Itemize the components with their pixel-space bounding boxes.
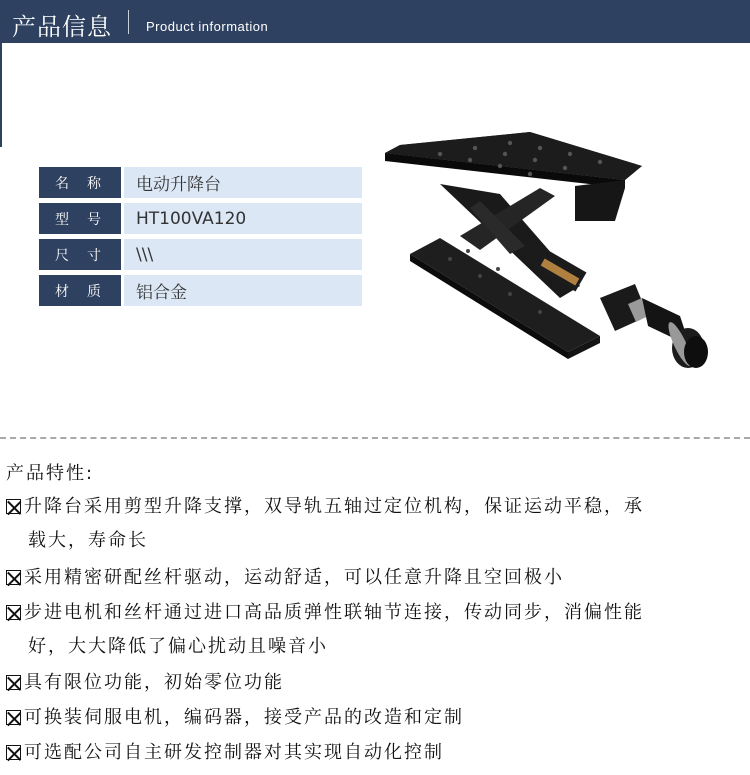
- spec-key: 材质: [39, 275, 121, 306]
- dashed-divider: [0, 437, 750, 439]
- feature-text: 步进电机和丝杆通过进口高品质弹性联轴节连接，传动同步，消偏性能: [24, 602, 644, 623]
- features-title: 产品特性:: [6, 463, 95, 484]
- spec-row-size: [39, 239, 362, 270]
- spec-value: 电动升降台: [124, 167, 362, 198]
- section-header: [0, 0, 750, 43]
- spec-value: \\\: [124, 239, 362, 270]
- checkbox-x-icon: [6, 745, 21, 760]
- feature-item: [6, 561, 726, 595]
- feature-text: 具有限位功能，初始零位功能: [24, 672, 284, 693]
- checkbox-x-icon: [6, 570, 21, 585]
- checkbox-x-icon: [6, 675, 21, 690]
- feature-item: [6, 701, 726, 735]
- feature-text: 可选配公司自主研发控制器对其实现自动化控制: [24, 742, 444, 763]
- checkbox-x-icon: [6, 605, 21, 620]
- section-subtitle: Product information: [146, 19, 269, 34]
- feature-item: [6, 666, 726, 700]
- spec-row-model: [39, 203, 362, 234]
- feature-item: [6, 490, 726, 558]
- checkbox-x-icon: [6, 499, 21, 514]
- feature-text: 采用精密研配丝杆驱动，运动舒适，可以任意升降且空回极小: [24, 567, 564, 588]
- spec-key: 尺寸: [39, 239, 121, 270]
- header-separator: [128, 10, 129, 34]
- spec-row-material: [39, 275, 362, 306]
- feature-item: [6, 736, 726, 770]
- spec-row-name: [39, 167, 362, 198]
- spec-value: HT100VA120: [124, 203, 362, 234]
- feature-text-continued: 好，大大降低了偏心扰动且噪音小: [28, 636, 328, 657]
- section-title: 产品信息: [12, 13, 112, 41]
- spec-key: 型号: [39, 203, 121, 234]
- spec-value: 铝合金: [124, 275, 362, 306]
- feature-text: 升降台采用剪型升降支撑，双导轨五轴过定位机构，保证运动平稳，承: [24, 496, 644, 517]
- checkbox-x-icon: [6, 710, 21, 725]
- motorized-lift-stage-image: [380, 126, 725, 386]
- feature-item: [6, 596, 726, 664]
- feature-text-continued: 载大，寿命长: [28, 530, 148, 551]
- feature-text: 可换装伺服电机，编码器，接受产品的改造和定制: [24, 707, 464, 728]
- left-accent-line: [0, 43, 2, 147]
- spec-table: [39, 167, 362, 311]
- spec-key: 名称: [39, 167, 121, 198]
